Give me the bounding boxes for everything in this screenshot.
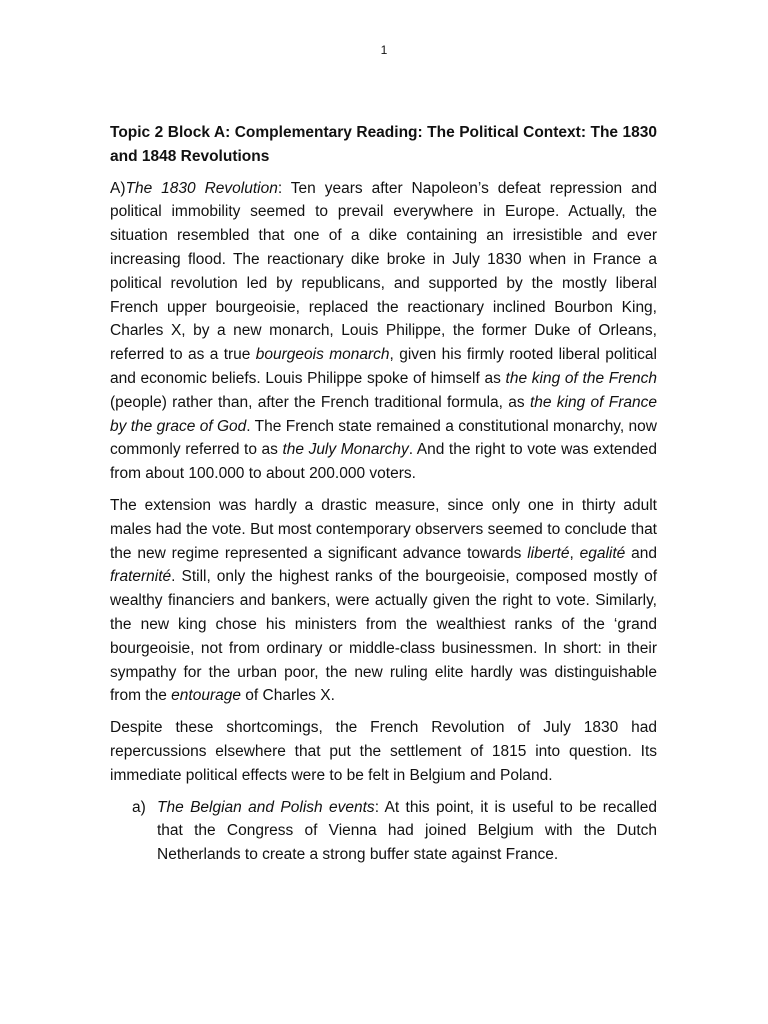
page-number: 1 <box>380 43 388 57</box>
section-letter: A) <box>110 179 126 197</box>
section-heading: Topic 2 Block A: Complementary Reading: The Political Context: The 1830 and 1848 Revolutions <box>110 124 657 165</box>
document-body <box>110 121 657 875</box>
section-title: The 1830 Revolution <box>125 179 278 197</box>
list-item-title: The Belgian and Polish events <box>157 798 375 816</box>
paragraph-1830-revolution: A)The 1830 Revolution: Ten years after Napoleon’s defeat repression and political immobility seemed to prevail everywhere in Europe. Actually, the situation resembled that one of a dike containing an irresistible and ever increasing flood. The reactionary dike broke in July 1830 when in France a political revolution led by republicans, and supported by the mostly liberal French upper bourgeoisie, replaced the reactionary inclined Bourbon King, Charles X, by a new monarch, Louis Philippe, the former Duke of Orleans, referred to as a true bourgeois monarch, given his firmly rooted liberal political and economic beliefs. Louis Philippe spoke of himself as the king of the French (people) rather than, after the French traditional formula, as the king of France by the grace of God. The French state remained a constitutional monarchy, now commonly referred to as the July Monarchy. And the right to vote was extended from about 100.000 to about 200.000 voters. <box>110 179 658 483</box>
paragraph-repercussions: Despite these shortcomings, the French Revolution of July 1830 had repercussions elsewhere that put the settlement of 1815 into question. Its immediate political effects were to be felt in Belgium and Poland. <box>110 719 657 784</box>
paragraph-vote-extension: The extension was hardly a drastic measure, since only one in thirty adult males had the vote. But most contemporary observers seemed to conclude that the new regime represented a significant advance towards liberté, egalité and fraternité. Still, only the highest ranks of the bourgeoisie, composed mostly of wealthy financiers and bankers, were actually given the right to vote. Similarly, the new king chose his ministers from the wealthiest ranks of the ‘grand bourgeoisie, not from ordinary or middle-class businessmen. In short: in their sympathy for the urban poor, the new ruling elite hardly was distinguishable from the entourage of Charles X. <box>110 496 657 705</box>
list-item-belgian-polish: a) The Belgian and Polish events: At this point, it is useful to be recalled that the Congress of Vienna had joined Belgium with the Dutch Netherlands to create a strong buffer state against France. <box>110 796 657 867</box>
list-marker: a) <box>132 798 146 816</box>
